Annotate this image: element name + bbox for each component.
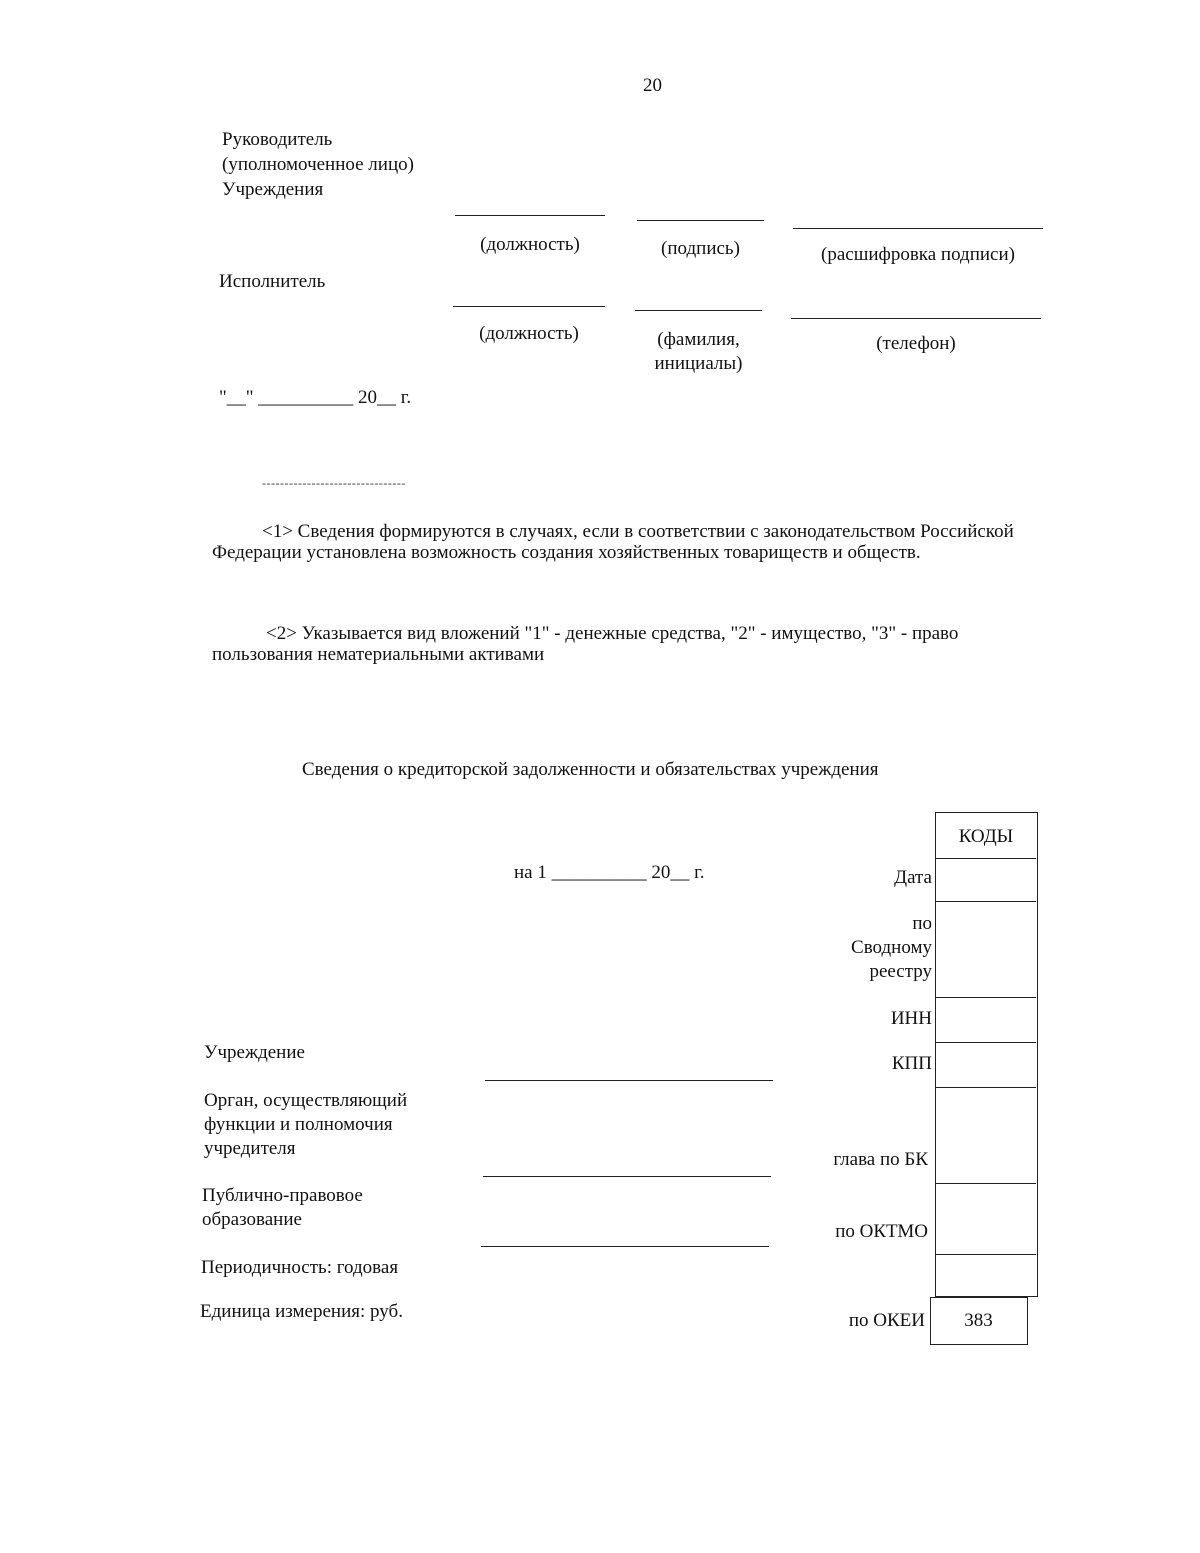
head-label-line1: Руководитель (222, 129, 333, 150)
report-title: Сведения о кредиторской задолженности и обязательствах учреждения (302, 759, 879, 780)
field-founder: Орган, осуществляющий функции и полномочия учредителя (204, 1090, 408, 1159)
codes-row-divider (936, 1042, 1036, 1043)
code-label-kpp: КПП (891, 1053, 932, 1074)
field-entity: Публично-правовое образование (202, 1185, 363, 1230)
institution-line (485, 1080, 773, 1081)
executor-phone-caption: (телефон) (876, 333, 956, 354)
sign-date-line: "__" __________ 20__ г. (219, 387, 412, 408)
report-date: на 1 __________ 20__ г. (514, 862, 705, 883)
code-label-bk: глава по БК (833, 1149, 928, 1170)
footnote-2: <2> Указывается вид вложений "1" - денежные средства, "2" - имущество, "3" - право пользования нематериальными активами (212, 623, 959, 665)
code-label-date: Дата (894, 867, 932, 888)
footnote-separator: -------------------------------- (262, 476, 406, 490)
field-unit: Единица измерения: руб. (200, 1301, 403, 1322)
head-label-line2: (уполномоченное лицо) (222, 154, 414, 175)
code-label-okei: по ОКЕИ (848, 1310, 925, 1331)
field-institution: Учреждение (204, 1042, 305, 1063)
codes-table (935, 812, 1038, 1297)
executor-name-line (635, 310, 762, 311)
head-position-line (455, 215, 605, 216)
head-decoding-caption: (расшифровка подписи) (821, 244, 1015, 265)
footnote-1: <1> Сведения формируются в случаях, если в соответствии с законодательством Российской Федерации установлена возможность создания хозяйственных товариществ и обществ. (212, 521, 1014, 563)
head-decoding-line (793, 228, 1043, 229)
codes-header: КОДЫ (958, 826, 1014, 847)
head-signature-line (637, 220, 764, 221)
codes-row-divider (936, 1254, 1036, 1255)
codes-row-divider (936, 1183, 1036, 1184)
okei-cell (930, 1297, 1028, 1345)
codes-row-divider (936, 858, 1036, 859)
codes-row-divider (936, 997, 1036, 998)
code-label-inn: ИНН (890, 1008, 932, 1029)
executor-position-line (453, 306, 605, 307)
okei-value: 383 (964, 1310, 993, 1331)
code-label-registry: по Сводному реестру (851, 913, 932, 982)
head-signature-caption: (подпись) (661, 238, 740, 259)
codes-row-divider (936, 1087, 1036, 1088)
founder-line (483, 1176, 771, 1177)
executor-position-caption: (должность) (479, 323, 579, 344)
executor-name-caption: (фамилия, инициалы) (654, 329, 743, 374)
page-number: 20 (643, 75, 662, 96)
codes-row-divider (936, 901, 1036, 902)
executor-phone-line (791, 318, 1041, 319)
executor-label: Исполнитель (219, 271, 326, 292)
entity-line (481, 1246, 769, 1247)
field-periodicity: Периодичность: годовая (201, 1257, 399, 1278)
head-label-line3: Учреждения (222, 179, 324, 200)
code-label-oktmo: по ОКТМО (835, 1221, 928, 1242)
head-position-caption: (должность) (480, 234, 580, 255)
